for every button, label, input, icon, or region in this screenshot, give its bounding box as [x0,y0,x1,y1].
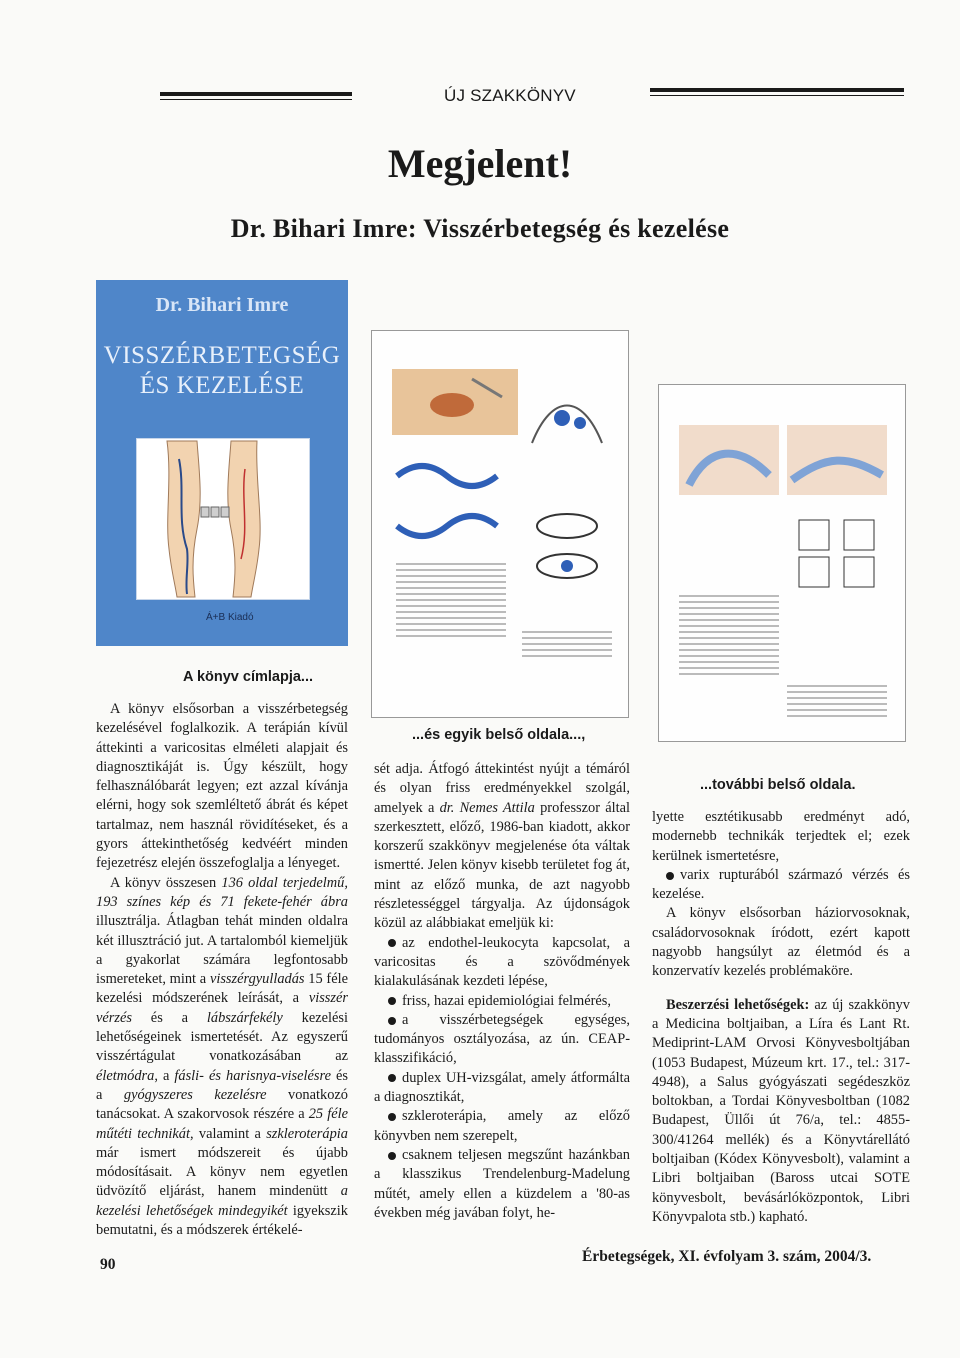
header-rule-left-thin [160,99,352,100]
col2-bullet: duplex UH-vizsgálat, amely átformálta a diagnosztikát, [374,1069,630,1106]
inner-text-block-4 [787,685,887,721]
cover-title-line1: VISSZÉRBETEGSÉG [103,342,341,369]
cover-author: Dr. Bihari Imre [155,294,289,316]
col3-paragraph-2: A könyv elsősorban háziorvosoknak, családorvosoknak íródott, ezért kapott nagyobb hangsúlyt az életmód és a konzervatív kezelés problémaköre. [652,905,910,980]
article-column-3 [652,808,910,1227]
cover-publisher: Á+B Kiadó [206,612,254,623]
inner-page-image-1 [371,330,629,718]
col2-bullet: friss, hazai epidemiológiai felmérés, [374,992,630,1011]
col3-paragraph-3: Beszerzési lehetőségek: az új szakkönyv a Medicina boltjaiban, a Líra és Lant Rt. Mediprint-LAM Orvosi Könyvesboltjában (1053 Budapest, Múzeum krt. 17., tel.: 317-4948), a Salus gyógyászati segédeszköz boltokban, a Tordai Könyvesboltban (1082 Budapest, Üllői út 76/a, tel.: 4855-300/41264 mellék) és a Könyvtárellátó boltjaiban (Kódex Könyvesbolt), valamint a Libri boltjaiban (Baross utcai SOTE könyvesbolt, bevásárlóközpontok, Libri Könyvpalota stb.) kapható. [652,996,910,1225]
col2-paragraph-1: sét adja. Átfogó áttekintést nyújt a témáról és olyan friss eredményekkel szolgál, amelyek a dr. Nemes Attila professzor által szerkesztett, előző, 1986-ban kiadott, akkor korszerű szakkönyv megjelenése óta váltak ismertté. Jelen könyv kisebb területet fog át, mint az előző munka, de azt nagyobb részletességgel tárgyalja. Az újdonságok közül az alábbiakat emeljük ki: [374,761,631,932]
inner-diagram-4 [522,501,612,591]
page-title: Megjelent! [387,141,573,186]
col2-bullet: csaknem teljesen megszűnt hazánkban a klasszikus Trendelenburg-Madelung műtét, amely ellen a küzdelem a '80-as években még javában folyt, he- [374,1146,630,1221]
article-column-1 [96,700,348,1240]
col2-bullet: az endothel-leukocyta kapcsolat, a varicositas és a szövődmények kialakulásának kezdeti lépése, [374,934,630,990]
article-column-2 [374,760,630,1223]
page-subtitle: Dr. Bihari Imre: Visszérbetegség és kezelése [230,214,730,243]
header-rule-right [650,88,904,92]
inner-page-caption-2: ...további belső oldala. [700,777,856,793]
col3-bullet: varix rupturából származó vérzés és kezelése. [652,866,910,903]
inner-photo-leg-1 [679,425,779,495]
col3-paragraph-1: lyette esztétikusabb eredményt adó, modernebb technikák terjedtek el; ezek kerülnek ismertetésre, [652,809,910,864]
cover-caption: A könyv címlapja... [183,669,314,685]
book-cover-image [96,280,348,646]
inner-text-block-2 [522,631,612,661]
cover-title-line2: ÉS KEZELÉSE [139,372,305,399]
journal-footer: Érbetegségek, XI. évfolyam 3. szám, 2004/3. [582,1248,872,1265]
inner-page-image-2 [658,384,906,742]
inner-page-caption-1: ...és egyik belső oldala..., [412,727,586,743]
inner-text-block [396,563,506,641]
inner-photo-surgery [392,369,518,435]
cover-illustration [136,438,310,600]
header-rule-left [160,92,352,96]
col2-bullet: szkleroterápia, amely az előző könyvben nem szerepelt, [374,1108,630,1144]
inner-diagram-3 [392,501,502,551]
header-rule-right-thin [650,95,904,96]
inner-text-block-3 [679,595,779,679]
col1-paragraph-1: A könyv elsősorban a visszérbetegség kezelésével foglalkozik. A terápián kívül áttekinti a varicositas elméleti alapjait és diagnosztikáját is. Úgy készült, hogy felhasználóbarát legyen; ezt azzal kívánja elérni, hogy sok szemléltető ábrát és képet tartalmaz, nem használ rövidítéseket, és a gyors áttekinthetőség kedvéért minden fejezetrész elején összefoglalja a lényeget. [96,701,348,872]
col2-bullet: a visszérbetegségek egységes, tudományos osztályozása, az ún. CEAP-klasszifikáció, [374,1011,630,1067]
col1-paragraph-2: A könyv összesen 136 oldal terjedelmű, 193 színes kép és 71 fekete-fehér ábra illusztrálja. Átlagban tehát minden oldalra két illusztráció jut. A tartalomból kiemeljük a gyakorlat számára legfontosabb ismereteket, mint a visszérgyulladás 15 féle kezelési módszerének leírását, a visszér vérzés és a lábszárfekély kezelési lehetőségeinek ismertetését. Az egyszerű visszértágulat vonatkozásában az életmódra, a fásli- és harisnya-viselésre és a gyógyszeres kezelésre vonatkozó tanácsokat. A szakorvosok részére a 25 féle műtéti technikát, valamint a szkleroterápia már ismert módszereit és újabb módosításait. A könyv nem egyetlen üdvözítő eljárást, hanem mindenütt a kezelési lehetőségek mindegyikét igyekszik bemutatni, és a módszerek értékelé- [96,874,349,1239]
inner-diagram-1 [522,383,612,453]
inner-photo-leg-2 [787,425,887,495]
inner-diagram-bandage [789,515,889,595]
section-kicker: ÚJ SZAKKÖNYV [444,86,576,105]
inner-diagram-2 [392,451,502,501]
page-number: 90 [100,1256,116,1273]
